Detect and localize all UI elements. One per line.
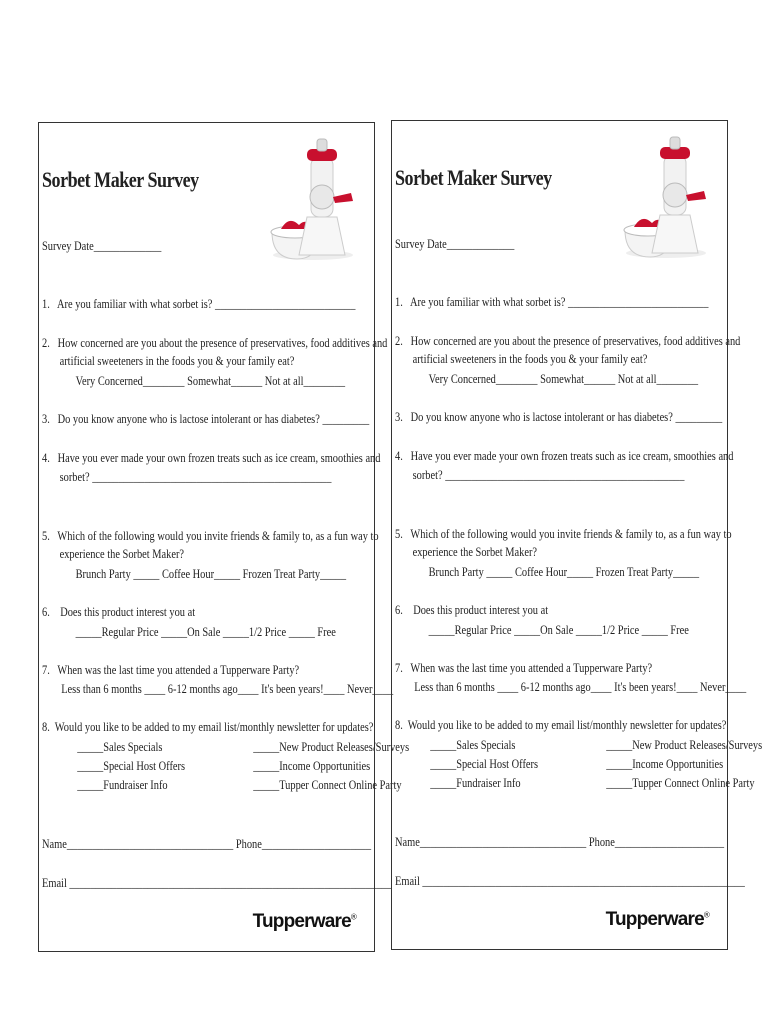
survey-date: Survey Date_____________ bbox=[395, 236, 515, 251]
question-2-cont: artificial sweeteners in the foods you & your family eat? bbox=[59, 353, 295, 368]
sorbet-maker-image bbox=[267, 137, 357, 262]
question-6: 6. Does this product interest you at bbox=[395, 602, 549, 617]
question-5: 5. Which of the following would you invite friends & family to, as a fun way to bbox=[395, 526, 732, 541]
question-2-cont: artificial sweeteners in the foods you & your family eat? bbox=[412, 351, 648, 366]
option-fundraiser-info: _____Fundraiser Info bbox=[77, 777, 168, 792]
option-fundraiser-info: _____Fundraiser Info bbox=[430, 775, 521, 790]
question-7-options: Less than 6 months ____ 6-12 months ago____ It's been years!____ Never____ bbox=[61, 681, 394, 696]
question-6-options: _____Regular Price _____On Sale _____1/2 Price _____ Free bbox=[428, 622, 689, 637]
option-tupper-connect: _____Tupper Connect Online Party bbox=[606, 775, 755, 790]
question-4: 4. Have you ever made your own frozen treats such as ice cream, smoothies and bbox=[395, 448, 734, 463]
question-4-cont: sorbet? ______________________________________________ bbox=[59, 469, 332, 484]
question-7-options: Less than 6 months ____ 6-12 months ago____ It's been years!____ Never____ bbox=[414, 679, 747, 694]
question-2: 2. How concerned are you about the presence of preservatives, food additives and bbox=[42, 335, 388, 350]
question-8-options bbox=[42, 737, 409, 794]
question-4: 4. Have you ever made your own frozen treats such as ice cream, smoothies and bbox=[42, 450, 381, 465]
email-line: Email ______________________________________________________________ bbox=[395, 873, 745, 888]
question-7: 7. When was the last time you attended a Tupperware Party? bbox=[42, 662, 300, 677]
question-2-options: Very Concerned________ Somewhat______ Not at all________ bbox=[75, 373, 346, 388]
question-8-options bbox=[395, 735, 762, 792]
question-5-options: Brunch Party _____ Coffee Hour_____ Frozen Treat Party_____ bbox=[428, 564, 700, 579]
survey-card-right bbox=[391, 120, 763, 950]
question-5-cont: experience the Sorbet Maker? bbox=[59, 546, 185, 561]
tupperware-logo: Tupperware® bbox=[605, 909, 709, 930]
question-6: 6. Does this product interest you at bbox=[42, 604, 196, 619]
option-tupper-connect: _____Tupper Connect Online Party bbox=[253, 777, 402, 792]
tupperware-logo: Tupperware® bbox=[252, 911, 356, 932]
question-3: 3. Do you know anyone who is lactose intolerant or has diabetes? _________ bbox=[42, 411, 370, 426]
survey-card-left bbox=[38, 122, 410, 952]
option-income-opportunities: _____Income Opportunities bbox=[253, 758, 371, 773]
question-1: 1. Are you familiar with what sorbet is? ___________________________ bbox=[395, 294, 709, 309]
email-line: Email ______________________________________________________________ bbox=[42, 875, 392, 890]
option-new-product-releases: _____New Product Releases/Surveys bbox=[606, 737, 763, 752]
question-3: 3. Do you know anyone who is lactose intolerant or has diabetes? _________ bbox=[395, 409, 723, 424]
option-special-host-offers: _____Special Host Offers bbox=[77, 758, 186, 773]
survey-title: Sorbet Maker Survey bbox=[395, 165, 552, 190]
survey-date: Survey Date_____________ bbox=[42, 238, 162, 253]
question-5-options: Brunch Party _____ Coffee Hour_____ Frozen Treat Party_____ bbox=[75, 566, 347, 581]
survey-title: Sorbet Maker Survey bbox=[42, 167, 199, 192]
question-7: 7. When was the last time you attended a Tupperware Party? bbox=[395, 660, 653, 675]
option-new-product-releases: _____New Product Releases/Surveys bbox=[253, 739, 410, 754]
question-4-cont: sorbet? ______________________________________________ bbox=[412, 467, 685, 482]
option-income-opportunities: _____Income Opportunities bbox=[606, 756, 724, 771]
question-6-options: _____Regular Price _____On Sale _____1/2 Price _____ Free bbox=[75, 624, 336, 639]
question-5: 5. Which of the following would you invite friends & family to, as a fun way to bbox=[42, 528, 379, 543]
question-2-options: Very Concerned________ Somewhat______ Not at all________ bbox=[428, 371, 699, 386]
sorbet-maker-image bbox=[620, 135, 710, 260]
option-special-host-offers: _____Special Host Offers bbox=[430, 756, 539, 771]
question-2: 2. How concerned are you about the presence of preservatives, food additives and bbox=[395, 333, 741, 348]
option-sales-specials: _____Sales Specials bbox=[430, 737, 516, 752]
question-8: 8. Would you like to be added to my email list/monthly newsletter for updates? bbox=[42, 719, 374, 734]
option-sales-specials: _____Sales Specials bbox=[77, 739, 163, 754]
name-phone-line: Name________________________________ Phone_____________________ bbox=[42, 836, 372, 851]
question-1: 1. Are you familiar with what sorbet is? ___________________________ bbox=[42, 296, 356, 311]
question-5-cont: experience the Sorbet Maker? bbox=[412, 544, 538, 559]
name-phone-line: Name________________________________ Phone_____________________ bbox=[395, 834, 725, 849]
question-8: 8. Would you like to be added to my email list/monthly newsletter for updates? bbox=[395, 717, 727, 732]
